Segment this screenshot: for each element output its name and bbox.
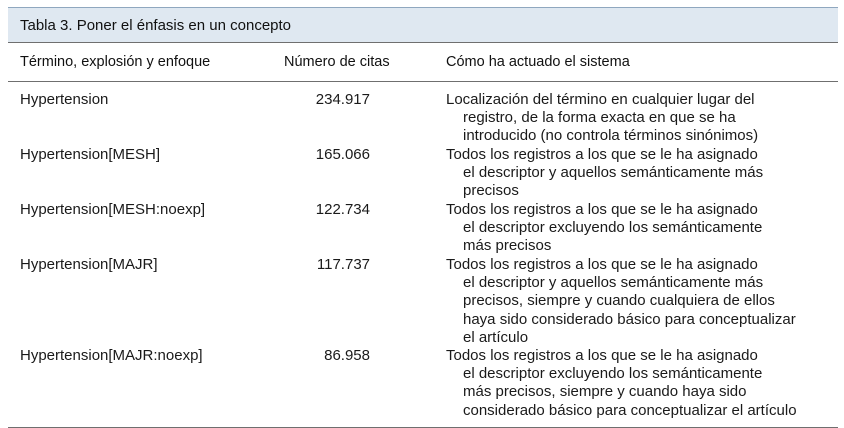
table-row — [8, 91, 838, 146]
description-line: Todos los registros a los que se le ha asignado — [446, 146, 758, 163]
cell-term: Hypertension[MESH] — [20, 146, 161, 163]
description-line: considerado básico para conceptualizar el artículo — [463, 401, 797, 419]
cell-count: 234.917 — [315, 91, 370, 108]
cell-count: 165.066 — [315, 146, 370, 163]
description-line: el descriptor y aquellos semánticamente más — [463, 274, 764, 292]
description-line: el descriptor excluyendo los semánticamente — [463, 365, 763, 383]
description-line: precisos — [463, 182, 519, 200]
cell-description — [446, 91, 836, 146]
table-row — [8, 256, 838, 347]
cell-description — [446, 256, 836, 347]
header-term: Término, explosión y enfoque — [20, 54, 211, 70]
description-line: introducido (no controla términos sinónimos) — [463, 127, 759, 145]
citations-table — [8, 7, 838, 419]
description-line: el descriptor y aquellos semánticamente más — [463, 164, 764, 182]
cell-term: Hypertension[MAJR:noexp] — [20, 347, 203, 364]
description-line: registro, de la forma exacta en que se ha — [463, 109, 736, 127]
cell-term: Hypertension[MESH:noexp] — [20, 201, 206, 218]
header-count: Número de citas — [284, 54, 390, 70]
cell-description — [446, 201, 836, 256]
table-row — [8, 146, 838, 201]
table-row — [8, 201, 838, 256]
description-line: Todos los registros a los que se le ha asignado — [446, 201, 758, 218]
table-header-row — [8, 42, 838, 82]
cell-count: 122.734 — [315, 201, 370, 218]
description-line: más precisos, siempre y cuando haya sido — [463, 383, 747, 401]
cell-term: Hypertension — [20, 91, 109, 108]
table-row — [8, 347, 838, 425]
description-line: haya sido considerado básico para conceptualizar — [463, 310, 796, 328]
description-line: el artículo — [463, 328, 529, 346]
cell-description — [446, 146, 836, 201]
header-how: Cómo ha actuado el sistema — [446, 54, 630, 70]
table-title: Tabla 3. Poner el énfasis en un concepto — [20, 16, 292, 34]
table-title-bar — [8, 7, 838, 42]
description-line: Todos los registros a los que se le ha asignado — [446, 256, 758, 273]
cell-description — [446, 347, 836, 420]
description-line: precisos, siempre y cuando cualquiera de ellos — [463, 292, 775, 310]
cell-count: 117.737 — [316, 256, 370, 273]
description-line: Todos los registros a los que se le ha asignado — [446, 347, 758, 364]
cell-count: 86.958 — [324, 347, 370, 364]
cell-term: Hypertension[MAJR] — [20, 256, 158, 273]
description-line: el descriptor excluyendo los semánticamente — [463, 219, 763, 237]
description-line: Localización del término en cualquier lugar del — [446, 91, 755, 108]
description-line: más precisos — [463, 237, 552, 255]
